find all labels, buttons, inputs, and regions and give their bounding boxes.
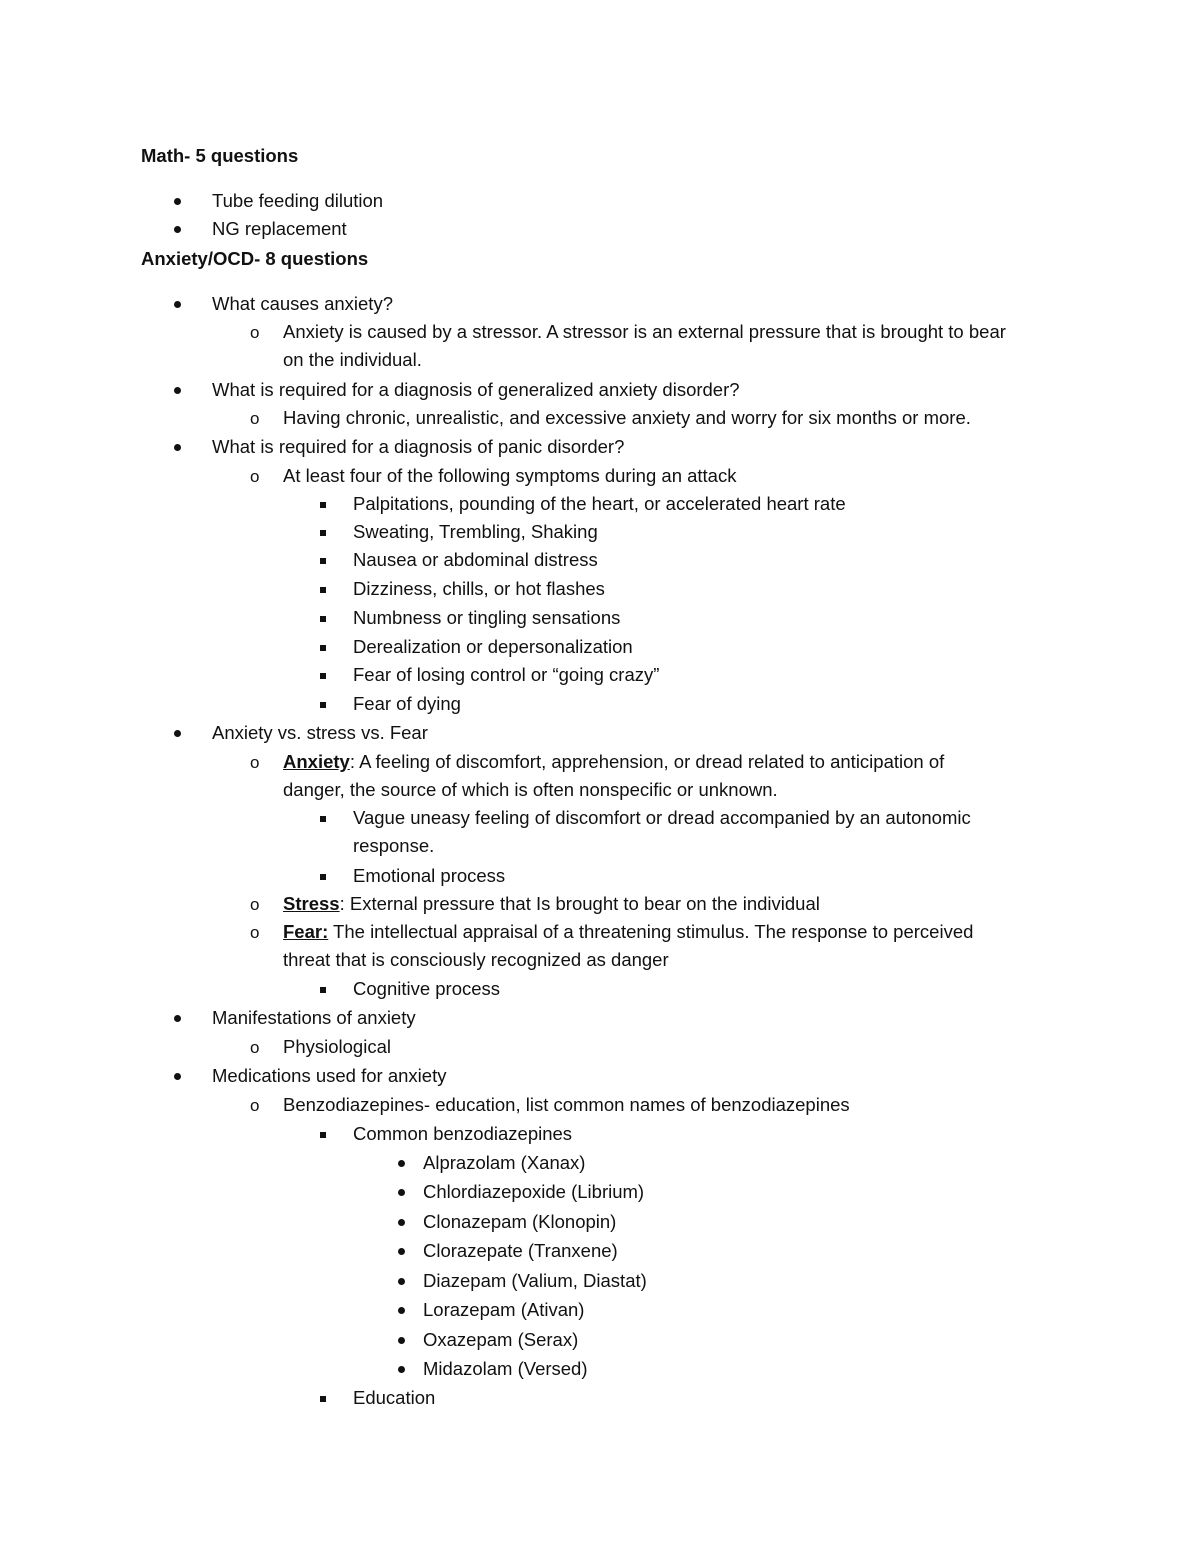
bullet-icon bbox=[398, 1160, 405, 1167]
bullet-icon bbox=[174, 226, 181, 233]
bullet-icon bbox=[174, 387, 181, 394]
circle-bullet-icon: o bbox=[250, 923, 260, 942]
bullet-icon bbox=[174, 444, 181, 451]
bullet-icon bbox=[398, 1366, 405, 1373]
bullet-icon bbox=[174, 198, 181, 205]
square-bullet-icon bbox=[320, 558, 326, 564]
list-item bbox=[283, 750, 944, 774]
list-item: What causes anxiety? bbox=[212, 293, 393, 314]
square-bullet-icon bbox=[320, 816, 326, 822]
list-item: Manifestations of anxiety bbox=[212, 1007, 416, 1028]
list-item bbox=[283, 920, 973, 944]
list-item: Clonazepam (Klonopin) bbox=[423, 1211, 617, 1232]
list-item-continuation: danger, the source of which is often nonspecific or unknown. bbox=[283, 779, 778, 800]
list-item: Diazepam (Valium, Diastat) bbox=[423, 1270, 647, 1291]
list-item-continuation: response. bbox=[353, 835, 435, 856]
square-bullet-icon bbox=[320, 1132, 326, 1138]
bullet-icon bbox=[398, 1189, 405, 1196]
list-item: Fear of losing control or “going crazy” bbox=[353, 664, 660, 685]
square-bullet-icon bbox=[320, 874, 326, 880]
fear-term: Fear: bbox=[283, 921, 329, 942]
list-item: Fear of dying bbox=[353, 693, 461, 714]
bullet-icon bbox=[398, 1278, 405, 1285]
bullet-icon bbox=[398, 1248, 405, 1255]
list-item: Medications used for anxiety bbox=[212, 1065, 447, 1086]
list-item: Derealization or depersonalization bbox=[353, 636, 633, 657]
square-bullet-icon bbox=[320, 645, 326, 651]
list-item: Dizziness, chills, or hot flashes bbox=[353, 578, 605, 599]
circle-bullet-icon: o bbox=[250, 467, 260, 486]
list-item-continuation: threat that is consciously recognized as danger bbox=[283, 949, 669, 970]
square-bullet-icon bbox=[320, 702, 326, 708]
stress-term: Stress bbox=[283, 893, 340, 914]
list-item: What is required for a diagnosis of generalized anxiety disorder? bbox=[212, 379, 740, 400]
anxiety-heading: Anxiety/OCD- 8 questions bbox=[141, 248, 369, 269]
list-item: Anxiety is caused by a stressor. A stressor is an external pressure that is brought to bear bbox=[283, 321, 1006, 342]
bullet-icon bbox=[174, 301, 181, 308]
bullet-icon bbox=[174, 1073, 181, 1080]
square-bullet-icon bbox=[320, 530, 326, 536]
list-item: Emotional process bbox=[353, 865, 506, 886]
list-item: Tube feeding dilution bbox=[212, 190, 384, 211]
math-heading: Math- 5 questions bbox=[141, 145, 299, 166]
list-item: Sweating, Trembling, Shaking bbox=[353, 521, 598, 542]
list-item: Oxazepam (Serax) bbox=[423, 1329, 579, 1350]
bullet-icon bbox=[398, 1337, 405, 1344]
list-item: Physiological bbox=[283, 1036, 391, 1057]
circle-bullet-icon: o bbox=[250, 753, 260, 772]
list-item: Having chronic, unrealistic, and excessive anxiety and worry for six months or more. bbox=[283, 407, 971, 428]
circle-bullet-icon: o bbox=[250, 1038, 260, 1057]
anxiety-definition: : A feeling of discomfort, apprehension, or dread related to anticipation of bbox=[349, 751, 945, 772]
circle-bullet-icon: o bbox=[250, 895, 260, 914]
list-item: Anxiety vs. stress vs. Fear bbox=[212, 722, 428, 743]
list-item-continuation: on the individual. bbox=[283, 349, 422, 370]
square-bullet-icon bbox=[320, 673, 326, 679]
list-item: Palpitations, pounding of the heart, or accelerated heart rate bbox=[353, 493, 846, 514]
square-bullet-icon bbox=[320, 502, 326, 508]
list-item: Numbness or tingling sensations bbox=[353, 607, 621, 628]
square-bullet-icon bbox=[320, 616, 326, 622]
list-item: Alprazolam (Xanax) bbox=[423, 1152, 586, 1173]
square-bullet-icon bbox=[320, 587, 326, 593]
list-item: Nausea or abdominal distress bbox=[353, 549, 598, 570]
fear-definition: The intellectual appraisal of a threatening stimulus. The response to perceived bbox=[328, 921, 974, 942]
list-item: Common benzodiazepines bbox=[353, 1123, 573, 1144]
list-item: Clorazepate (Tranxene) bbox=[423, 1240, 618, 1261]
list-item: Lorazepam (Ativan) bbox=[423, 1299, 585, 1320]
list-item: Education bbox=[353, 1387, 436, 1408]
list-item: Cognitive process bbox=[353, 978, 501, 999]
list-item: Midazolam (Versed) bbox=[423, 1358, 588, 1379]
list-item bbox=[283, 892, 820, 916]
square-bullet-icon bbox=[320, 987, 326, 993]
bullet-icon bbox=[174, 730, 181, 737]
bullet-icon bbox=[398, 1307, 405, 1314]
circle-bullet-icon: o bbox=[250, 1096, 260, 1115]
list-item: Benzodiazepines- education, list common names of benzodiazepines bbox=[283, 1094, 850, 1115]
circle-bullet-icon: o bbox=[250, 409, 260, 428]
square-bullet-icon bbox=[320, 1396, 326, 1402]
list-item: What is required for a diagnosis of panic disorder? bbox=[212, 436, 625, 457]
circle-bullet-icon: o bbox=[250, 323, 260, 342]
stress-definition: : External pressure that Is brought to bear on the individual bbox=[339, 893, 820, 914]
list-item: NG replacement bbox=[212, 218, 347, 239]
list-item: Chlordiazepoxide (Librium) bbox=[423, 1181, 645, 1202]
anxiety-term: Anxiety bbox=[283, 751, 350, 772]
bullet-icon bbox=[174, 1015, 181, 1022]
list-item: At least four of the following symptoms during an attack bbox=[283, 465, 737, 486]
bullet-icon bbox=[398, 1219, 405, 1226]
list-item: Vague uneasy feeling of discomfort or dread accompanied by an autonomic bbox=[353, 807, 971, 828]
